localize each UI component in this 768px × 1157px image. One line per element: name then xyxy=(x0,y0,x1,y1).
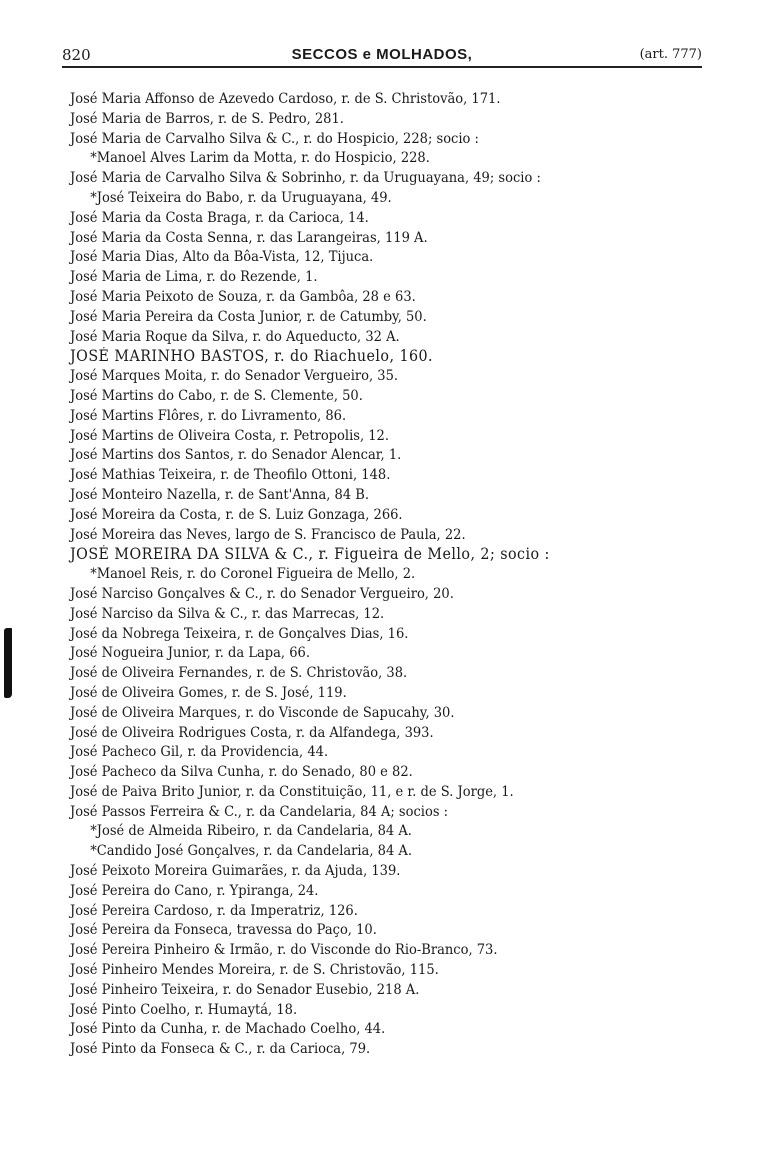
directory-entry: José Maria Roque da Silva, r. do Aqueducto, 32 A. xyxy=(70,328,400,345)
directory-entry: José Maria da Costa Braga, r. da Carioca, 14. xyxy=(70,209,369,226)
directory-entry: José de Oliveira Rodrigues Costa, r. da Alfandega, 393. xyxy=(70,724,434,741)
directory-entry: José de Oliveira Marques, r. do Visconde de Sapucahy, 30. xyxy=(70,704,455,721)
partner-entry: *José de Almeida Ribeiro, r. da Candelaria, 84 A. xyxy=(90,823,412,840)
directory-entry: José Maria de Carvalho Silva & Sobrinho, r. da Uruguayana, 49; socio : xyxy=(70,170,541,187)
directory-entry: José de Paiva Brito Junior, r. da Constituição, 11, e r. de S. Jorge, 1. xyxy=(70,783,514,800)
partner-entry: *Manoel Reis, r. do Coronel Figueira de Mello, 2. xyxy=(90,566,416,583)
directory-entry: José Pereira Pinheiro & Irmão, r. do Visconde do Rio-Branco, 73. xyxy=(70,942,498,959)
directory-entry: José de Oliveira Gomes, r. de S. José, 119. xyxy=(70,684,347,701)
directory-entry: José Mathias Teixeira, r. de Theofilo Ottoni, 148. xyxy=(70,467,391,484)
directory-entry: José Pereira do Cano, r. Ypiranga, 24. xyxy=(70,882,319,899)
directory-entry: José Passos Ferreira & C., r. da Candelaria, 84 A; socios : xyxy=(70,803,449,820)
partner-entry: *Candido José Gonçalves, r. da Candelaria, 84 A. xyxy=(90,843,412,860)
directory-entry: José de Oliveira Fernandes, r. de S. Christovão, 38. xyxy=(70,665,408,682)
directory-entry: José Monteiro Nazella, r. de Sant'Anna, 84 B. xyxy=(70,486,370,503)
directory-entry: José Narciso da Silva & C., r. das Marrecas, 12. xyxy=(70,605,385,622)
page-number: 820 xyxy=(62,46,91,64)
directory-entry: José Pinto da Cunha, r. de Machado Coelho, 44. xyxy=(70,1021,386,1038)
directory-entry: José Moreira das Neves, largo de S. Francisco de Paula, 22. xyxy=(70,526,466,543)
directory-entry: JOSÉ MARINHO BASTOS, r. do Riachuelo, 160. xyxy=(70,347,434,366)
directory-entry: José Nogueira Junior, r. da Lapa, 66. xyxy=(70,645,310,662)
directory-entry: José Maria Peixoto de Souza, r. da Gambôa, 28 e 63. xyxy=(70,288,416,305)
directory-entry: José Pereira Cardoso, r. da Imperatriz, 126. xyxy=(70,902,358,919)
header-rule xyxy=(62,66,702,68)
directory-entry: José Moreira da Costa, r. de S. Luiz Gonzaga, 266. xyxy=(70,506,403,523)
directory-entry: José Maria de Lima, r. do Rezende, 1. xyxy=(70,269,318,286)
directory-entry: José Maria de Barros, r. de S. Pedro, 281. xyxy=(70,110,344,127)
directory-entry: José Martins Flôres, r. do Livramento, 86. xyxy=(70,407,347,424)
directory-entry: José Peixoto Moreira Guimarães, r. da Ajuda, 139. xyxy=(70,863,401,880)
directory-entry: José Pinto da Fonseca & C., r. da Carioca, 79. xyxy=(70,1041,371,1058)
scan-blemish xyxy=(4,628,12,698)
directory-entry: José Maria da Costa Senna, r. das Larangeiras, 119 A. xyxy=(70,229,428,246)
directory-entry: José Pinheiro Mendes Moreira, r. de S. Christovão, 115. xyxy=(70,962,439,979)
directory-entry: José Narciso Gonçalves & C., r. do Senador Vergueiro, 20. xyxy=(70,585,454,602)
directory-entry: José Martins dos Santos, r. do Senador Alencar, 1. xyxy=(70,447,402,464)
directory-entry: José Marques Moita, r. do Senador Vergueiro, 35. xyxy=(70,368,399,385)
directory-entry: José Maria de Carvalho Silva & C., r. do Hospicio, 228; socio : xyxy=(70,130,479,147)
directory-entry: José Pereira da Fonseca, travessa do Paço, 10. xyxy=(70,922,377,939)
directory-entry: José Pinheiro Teixeira, r. do Senador Eusebio, 218 A. xyxy=(70,981,420,998)
running-title: SECCOS e MOLHADOS, xyxy=(291,46,473,63)
directory-entry: José Martins do Cabo, r. de S. Clemente, 50. xyxy=(70,387,363,404)
page-header xyxy=(62,44,702,66)
directory-entry: José Maria Pereira da Costa Junior, r. de Catumby, 50. xyxy=(70,308,427,325)
directory-listing xyxy=(70,90,740,1060)
directory-entry: José Martins de Oliveira Costa, r. Petropolis, 12. xyxy=(70,427,389,444)
directory-entry: José Maria Affonso de Azevedo Cardoso, r. de S. Christovão, 171. xyxy=(70,91,501,107)
partner-entry: *Manoel Alves Larim da Motta, r. do Hospicio, 228. xyxy=(90,150,430,167)
directory-entry: José da Nobrega Teixeira, r. de Gonçalves Dias, 16. xyxy=(70,625,409,642)
directory-entry: José Pacheco Gil, r. da Providencia, 44. xyxy=(70,744,329,761)
directory-entry: José Pacheco da Silva Cunha, r. do Senado, 80 e 82. xyxy=(70,764,413,781)
directory-entry: José Pinto Coelho, r. Humaytá, 18. xyxy=(70,1001,298,1018)
directory-entry: José Maria Dias, Alto da Bôa-Vista, 12, Tijuca. xyxy=(70,249,374,266)
directory-entry: JOSÉ MOREIRA DA SILVA & C., r. Figueira de Mello, 2; socio : xyxy=(70,545,550,564)
article-reference: (art. 777) xyxy=(639,47,702,62)
partner-entry: *José Teixeira do Babo, r. da Uruguayana, 49. xyxy=(90,189,392,206)
